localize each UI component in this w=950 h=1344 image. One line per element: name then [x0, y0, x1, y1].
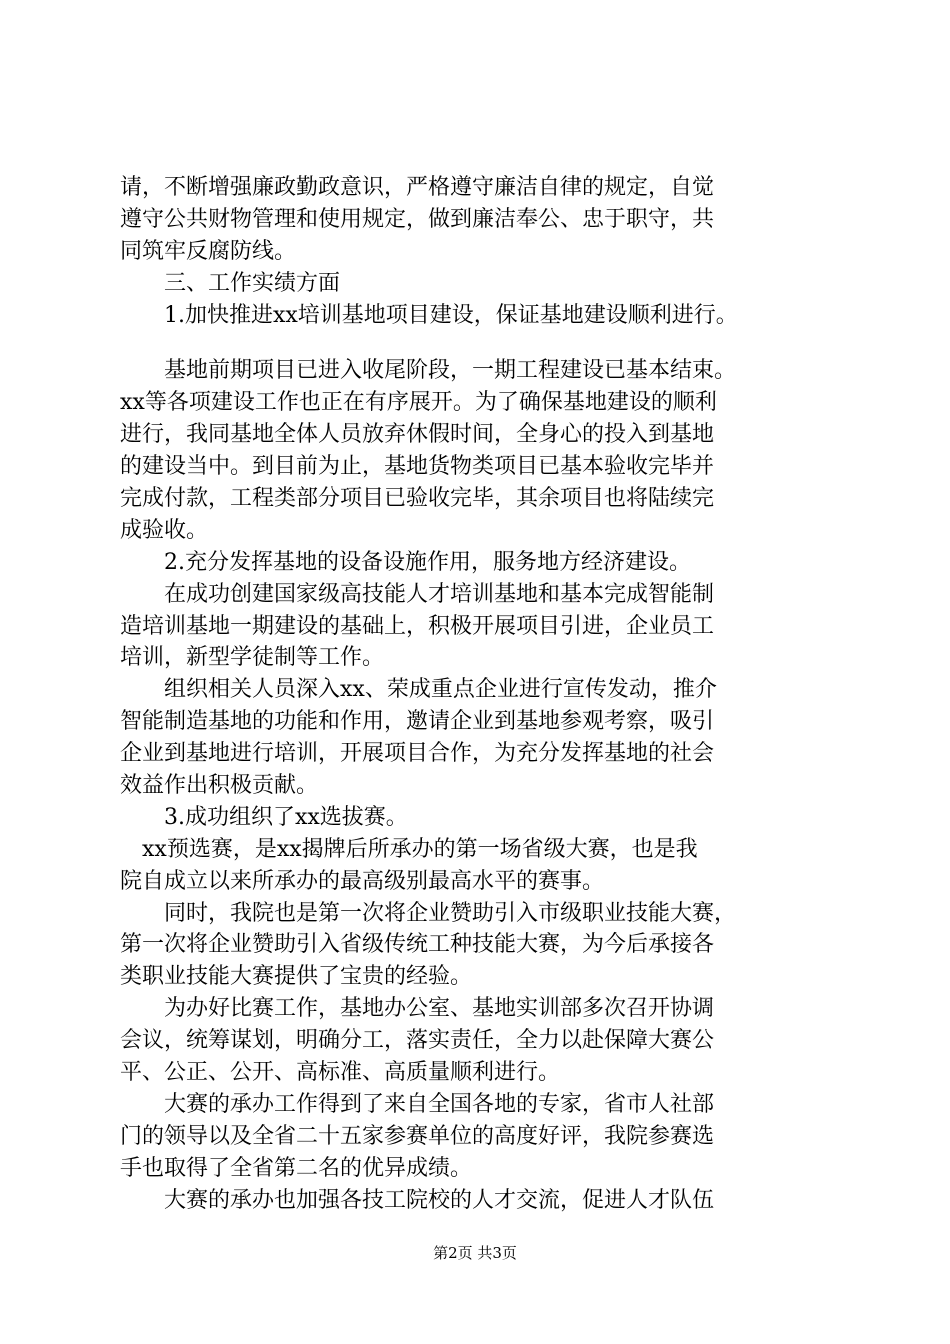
text-line: 为办好比赛工作，基地办公室、基地实训部多次召开协调 — [120, 996, 715, 1022]
text-line: 同筑牢反腐防线。 — [120, 238, 297, 264]
paragraph — [120, 579, 840, 675]
paragraph-gap — [120, 331, 840, 355]
text-line: 智能制造基地的功能和作用，邀请企业到基地参观考察，吸引 — [120, 709, 715, 735]
text-line: xx预选赛，是xx揭牌后所承办的第一场省级大赛，也是我 — [120, 836, 698, 862]
text-line: 第一次将企业赞助引入省级传统工种技能大赛，为今后承接各 — [120, 932, 715, 958]
text-line: 大赛的承办也加强各技工院校的人才交流，促进人才队伍 — [120, 1187, 715, 1213]
text-line: 手也取得了全省第二名的优异成绩。 — [120, 1155, 473, 1181]
text-line: 遵守公共财物管理和使用规定，做到廉洁奉公、忠于职守，共 — [120, 206, 715, 232]
text-line: 请，不断增强廉政勤政意识，严格遵守廉洁自律的规定，自觉 — [120, 175, 715, 200]
text-line: 效益作出积极贡献。 — [120, 773, 319, 799]
text-line: 2.充分发挥基地的设备设施作用，服务地方经济建设。 — [120, 549, 691, 575]
text-line: 大赛的承办工作得到了来自全国各地的专家，省市人社部 — [120, 1091, 715, 1117]
paragraph — [120, 674, 840, 802]
text-line: 完成付款，工程类部分项目已验收完毕，其余项目也将陆续完 — [120, 486, 715, 512]
text-line: 造培训基地一期建设的基础上，积极开展项目引进，企业员工 — [120, 613, 715, 639]
text-line: 在成功创建国家级高技能人才培训基地和基本完成智能制 — [120, 581, 715, 607]
subsection-heading — [120, 300, 840, 332]
text-line: 进行，我同基地全体人员放弃休假时间，全身心的投入到基地 — [120, 422, 715, 448]
paragraph — [120, 898, 840, 994]
text-line: 类职业技能大赛提供了宝贵的经验。 — [120, 964, 473, 990]
text-line: 组织相关人员深入xx、荣成重点企业进行宣传发动，推介 — [120, 677, 717, 703]
text-line: 同时，我院也是第一次将企业赞助引入市级职业技能大赛， — [120, 900, 737, 926]
text-line: 院自成立以来所承办的最高级别最高水平的赛事。 — [120, 868, 605, 894]
text-line: 平、公正、公开、高标准、高质量顺利进行。 — [120, 1060, 561, 1086]
text-line: 的建设当中。到目前为止，基地货物类项目已基本验收完毕并 — [120, 454, 715, 480]
text-line: 成验收。 — [120, 517, 209, 543]
paragraph — [120, 834, 840, 898]
section-heading — [120, 268, 840, 300]
text-line: 3.成功组织了xx选拔赛。 — [120, 804, 408, 830]
text-line: 企业到基地进行培训，开展项目合作，为充分发挥基地的社会 — [120, 741, 715, 767]
text-line: 会议，统筹谋划，明确分工，落实责任，全力以赴保障大赛公 — [120, 1028, 715, 1054]
paragraph — [120, 993, 840, 1089]
text-line: 三、工作实绩方面 — [120, 270, 341, 296]
subsection-heading — [120, 802, 840, 834]
paragraph — [120, 172, 840, 268]
paragraph — [120, 355, 840, 546]
text-line: 1.加快推进xx培训基地项目建设，保证基地建设顺利进行。 — [120, 302, 738, 328]
subsection-heading — [120, 547, 840, 579]
document-body — [120, 172, 840, 1217]
text-line: 培训，新型学徒制等工作。 — [120, 645, 385, 671]
page-number-footer: 第2页 共3页 — [433, 1244, 517, 1262]
text-line: xx等各项建设工作也正在有序展开。为了确保基地建设的顺利 — [120, 390, 717, 416]
paragraph — [120, 1089, 840, 1185]
text-line: 门的领导以及全省二十五家参赛单位的高度好评，我院参赛选 — [120, 1123, 715, 1149]
text-line: 基地前期项目已进入收尾阶段，一期工程建设已基本结束。 — [120, 358, 737, 384]
paragraph — [120, 1185, 840, 1217]
